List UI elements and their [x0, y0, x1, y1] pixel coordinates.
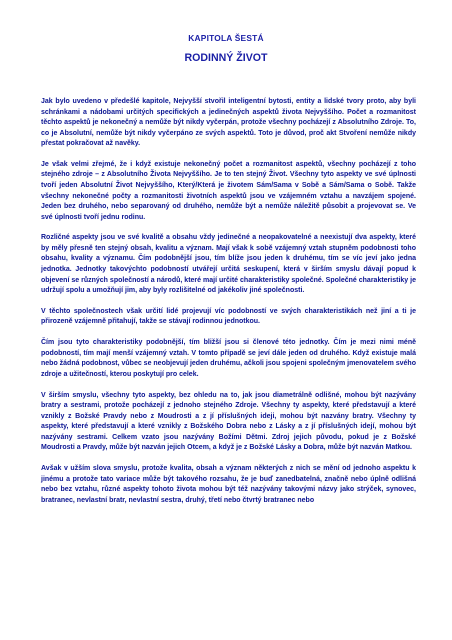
chapter-body	[41, 97, 416, 516]
paragraph: Je však velmi zřejmé, že i když existuje nekonečný počet a rozmanitost aspektů, všechny pocházejí z toho stejného zdroje – z Absolutního Života Nejvyššího. Je to ten stejný Život. Všechny tyto aspekty ve své úplnosti tvoří jeden Absolutní Život Nejvyššího, Který/Která je životem Sám/Sama v Sobě a Sám/Sama o Sobě. Takže všechny nekonečné počty a rozmanitosti životních aspektů jsou ve vzájemném vztahu a navzájem spojené. Jeden bez druhého, nebo separovaný od druhého, nemůže být a nemůže náležitě působit a projevovat se. Ve své úplnosti tvoří jednu rodinu.	[41, 160, 416, 221]
paragraph: V širším smyslu, všechny tyto aspekty, bez ohledu na to, jak jsou diametrálně odlišné, mohou být nazývány bratry a sestrami, protože pocházejí z jednoho stejného Zdroje. Všechny ty aspekty, které představují a které vznikly z Božské Pravdy nebo z Moudrosti a z jí příslušných ideji, mohou být nazvány bratry. Všechny ty aspekty, které představují a které vznikly z Božského Dobra nebo z Lásky a z jí příslušných idejí, mohou být nazývány sestrami. Celkem vzato jsou nazývány Božími Dětmi. Zdroj jejich původu, pokud je z Božské Moudrosti a Pravdy, může být nazván jejich Otcem, a když je z Božské Lásky a Dobra, může být nazván Matkou.	[41, 391, 416, 452]
paragraph: Čím jsou tyto charakteristiky podobnější, tím bližší jsou si členové této jednotky. Čím je mezi nimi méně podobností, tím mají menší vzájemný vztah. V tomto případě se jeví dále jeden od druhého. Když existuje malá nebo žádná podobnost, vůbec se neobjevují jeden druhému, ačkoli jsou spojeni společným jmenovatelem svého zdroje a užitečností, kterou poskytují pro celek.	[41, 339, 416, 378]
paragraph: V těchto společnostech však určití lidé projevují víc podobností ve svých charakteristikách než jiní a ti je přirozeně vzájemně přitahují, takže se stávají rodinnou jednotkou.	[41, 307, 416, 326]
paragraph: Avšak v užším slova smyslu, protože kvalita, obsah a význam některých z nich se mění od jednoho aspektu k jinému a protože tato variace může být takového rozsahu, že je buď zanedbatelná, značně nebo úplně odlišná nebo bez vztahu, různé aspekty tohoto života mohou být též nazývány takovými názvy jako strýček, synovec, bratranec, nevlastní bratr, nevlastní sestra, druhý, třetí nebo čtvrtý bratranec nebo	[41, 464, 416, 504]
paragraph: Rozličné aspekty jsou ve své kvalitě a obsahu vždy jedinečné a neopakovatelné a neexistují dva aspekty, které by měly přesně ten stejný obsah, kvalitu a význam. Mají však k sobě vzájemný vztah stupněm podobnosti toho obsahu, kvality a významu. Čím podobnější jsou, tím blíže jsou jeden k druhému, tím se víc jeví jako jedna jednotka. Jednotky takovýchto podobností utvářejí určitá seskupení, která v širším smyslu dávají popud k objevení se různých společností a národů, které mají určité charakteristiky společné. Společné charakteristiky je udržují spolu a umožňují jim, aby byly rozlišitelné od jakékoliv jiné společnosti.	[41, 234, 416, 295]
paragraph: Jak bylo uvedeno v předešlé kapitole, Nejvyšší stvořil inteligentní bytosti, entity a lidské tvory proto, aby byli schránkami a nádobami určitých specifických a jedinečných aspektů života Nejvyššího. Počet a rozmanitost těchto aspektů je nekonečný a nemůže být nikdy vyčerpán, protože všechny pocházejí z Absolutního Zdroje. To, co je Absolutní, nemůže být nikdy vyčerpáno ze svých aspektů. Toto je důvod, proč akt Stvoření nemůže nikdy přestat pokračovat až navěky.	[41, 98, 416, 148]
chapter-number: KAPITOLA ŠESTÁ	[188, 33, 264, 43]
chapter-title: RODINNÝ ŽIVOT	[184, 52, 268, 64]
